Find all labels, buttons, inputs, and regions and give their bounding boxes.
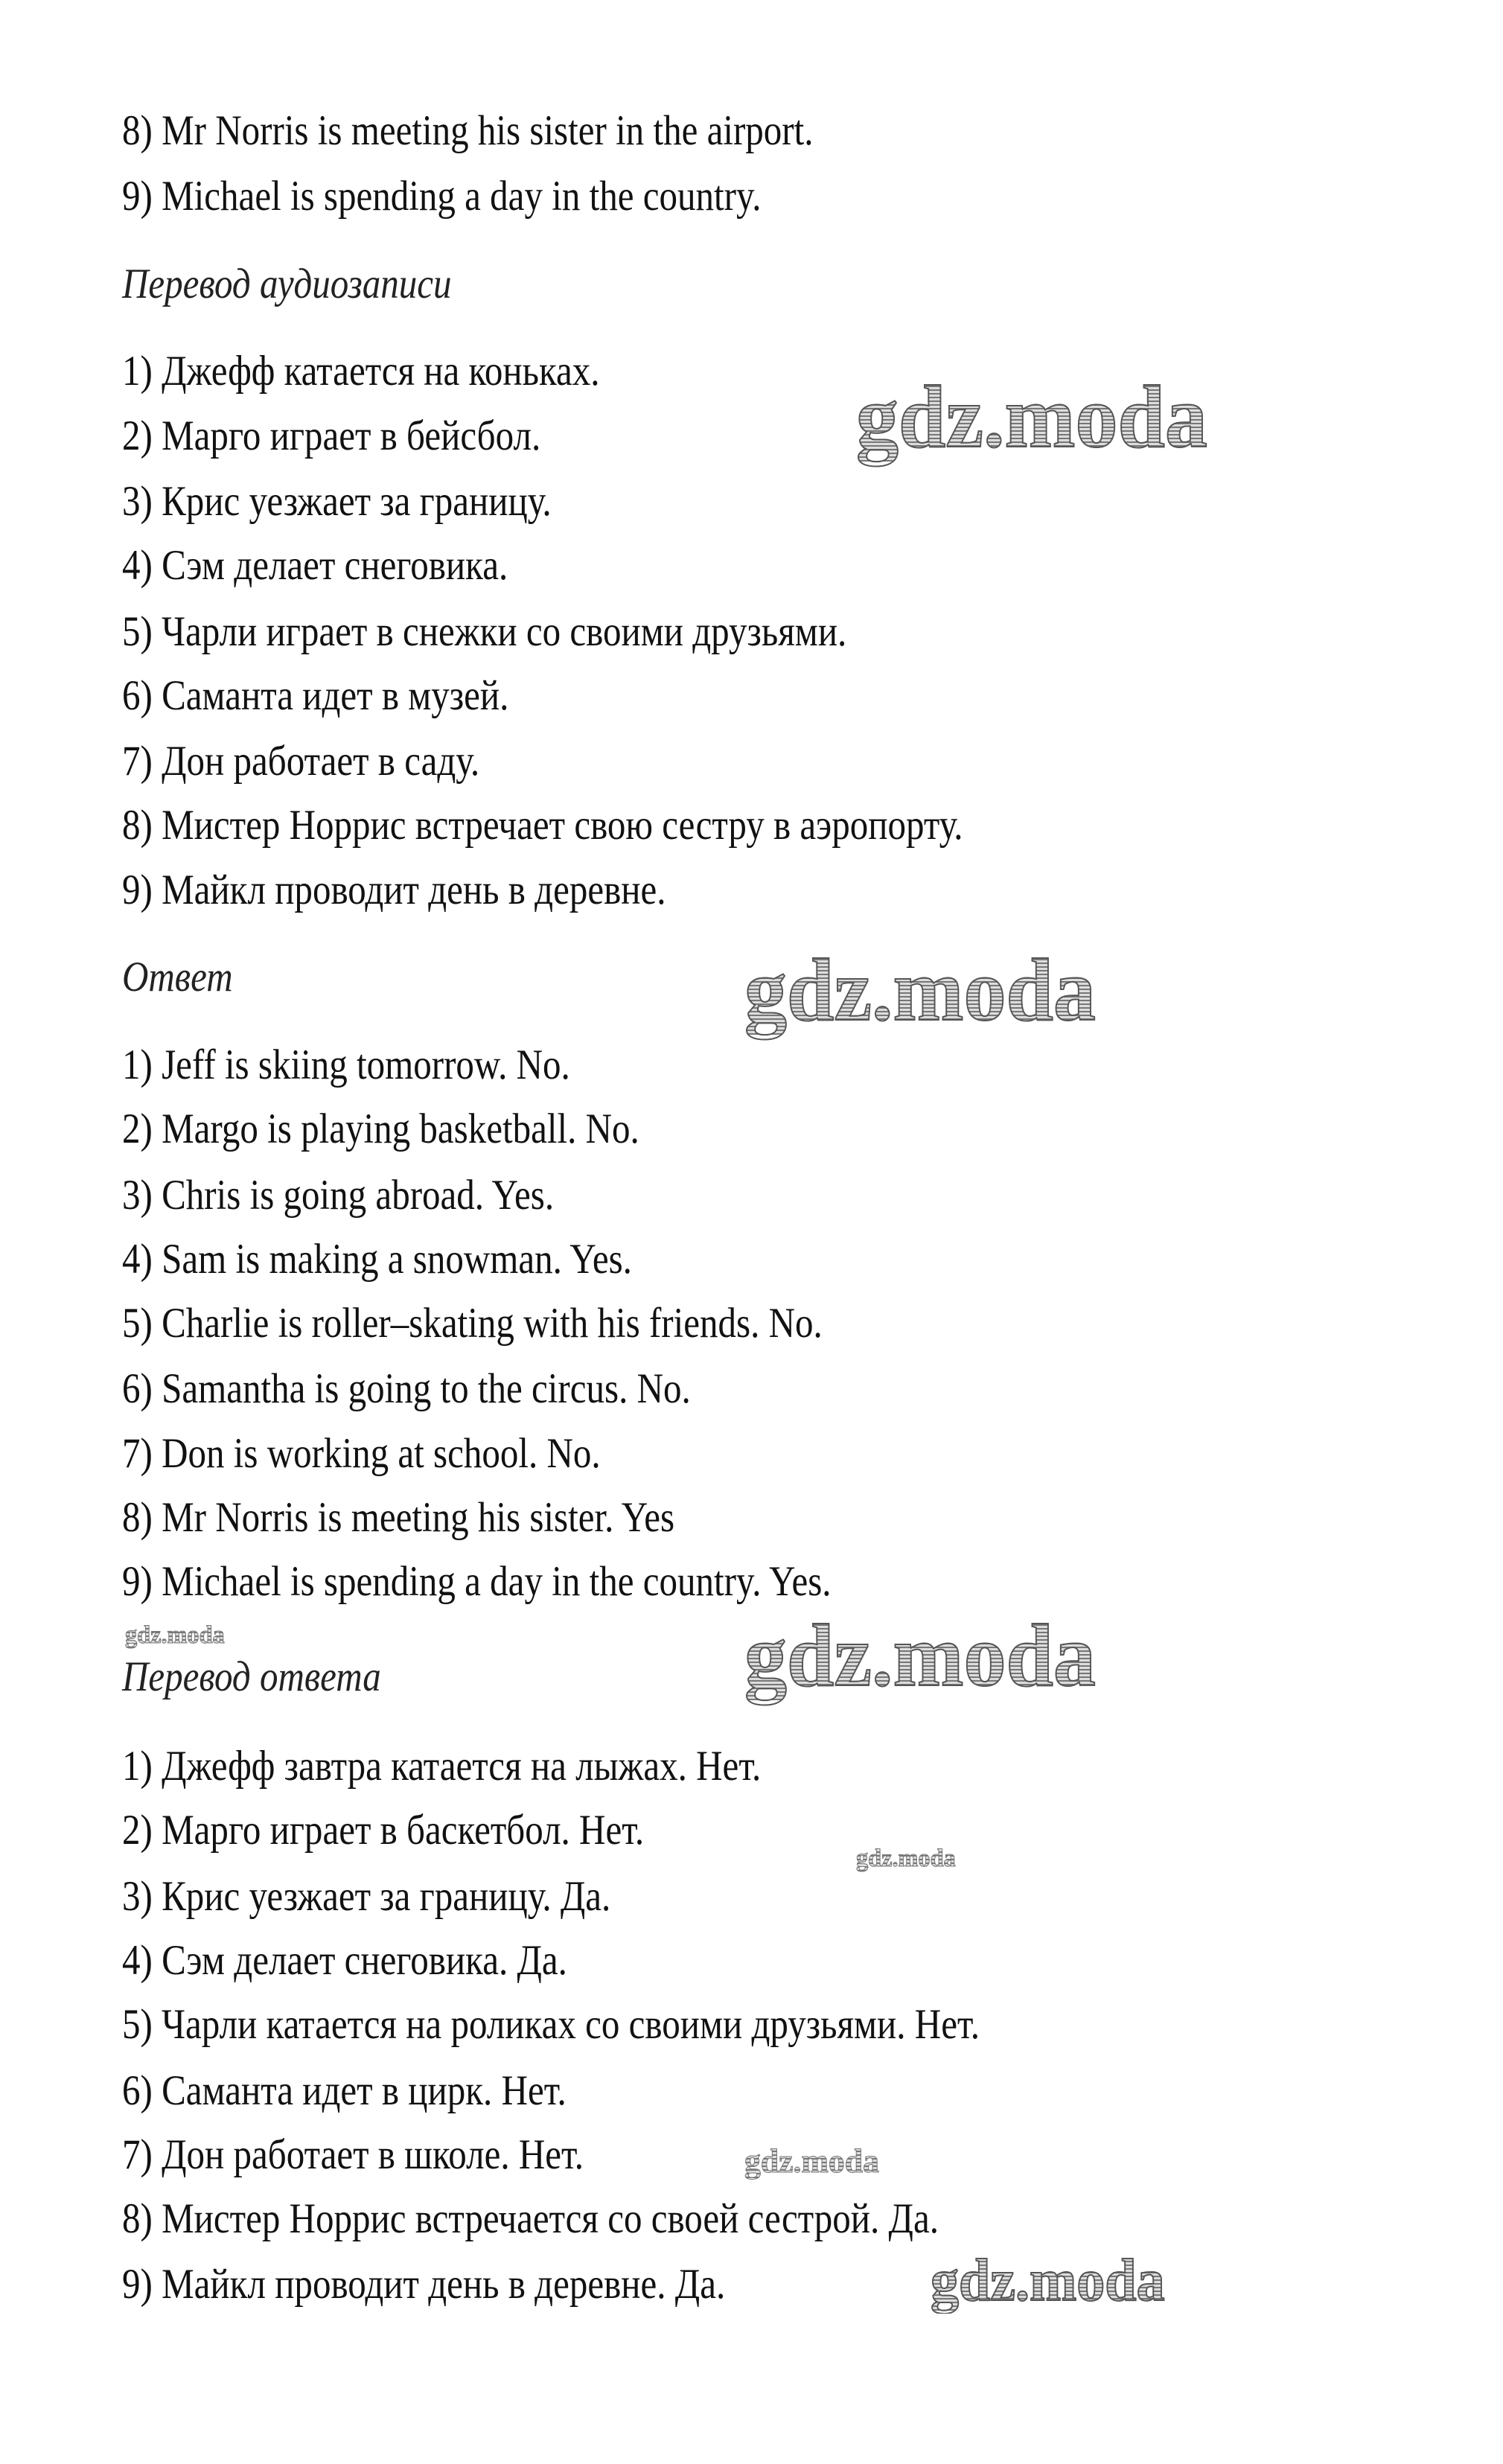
text-line: 8) Мистер Норрис встречает свою сестру в аэропорту. xyxy=(122,802,963,849)
text-line: 1) Jeff is skiing tomorrow. No. xyxy=(122,1041,570,1088)
text-line: 6) Samantha is going to the circus. No. xyxy=(122,1365,691,1412)
text-line: 4) Сэм делает снеговика. xyxy=(122,542,508,589)
text-line: 2) Марго играет в баскетбол. Нет. xyxy=(122,1807,645,1854)
text-line: 5) Чарли играет в снежки со своими друзьями. xyxy=(122,608,847,655)
text-line: 4) Sam is making a snowman. Yes. xyxy=(122,1236,632,1283)
section-heading: Перевод аудиозаписи xyxy=(122,261,452,307)
text-line: 3) Крис уезжает за границу. xyxy=(122,478,552,525)
text-line: 2) Margo is playing basketball. No. xyxy=(122,1105,639,1152)
section-heading: Перевод ответа xyxy=(122,1653,381,1700)
text-line: 8) Mr Norris is meeting his sister. Yes xyxy=(122,1494,675,1541)
watermark: gdz.moda xyxy=(931,2248,1165,2314)
watermark: gdz.moda xyxy=(744,940,1096,1039)
text-line: 2) Марго играет в бейсбол. xyxy=(122,412,541,459)
text-line: 7) Дон работает в школе. Нет. xyxy=(122,2131,584,2178)
watermark: gdz.moda xyxy=(744,2142,879,2180)
text-line: 6) Саманта идет в музей. xyxy=(122,672,509,719)
text-line: 7) Дон работает в саду. xyxy=(122,738,480,785)
text-line: 4) Сэм делает снеговика. Да. xyxy=(122,1937,567,1984)
text-line: 1) Джефф катается на коньках. xyxy=(122,348,600,395)
text-line: 8) Мистер Норрис встречается со своей сестрой. Да. xyxy=(122,2195,939,2242)
text-line: 9) Michael is spending a day in the country. xyxy=(122,173,762,220)
watermark: gdz.moda xyxy=(125,1621,225,1649)
watermark: gdz.moda xyxy=(856,1845,956,1872)
watermark: gdz.moda xyxy=(744,1606,1096,1705)
text-line: 9) Майкл проводит день в деревне. Да. xyxy=(122,2261,726,2308)
watermark: gdz.moda xyxy=(856,367,1207,466)
text-line: 9) Michael is spending a day in the country. Yes. xyxy=(122,1558,832,1605)
text-line: 3) Крис уезжает за границу. Да. xyxy=(122,1873,611,1920)
text-line: 9) Майкл проводит день в деревне. xyxy=(122,866,666,913)
text-line: 7) Don is working at school. No. xyxy=(122,1430,601,1477)
text-line: 6) Саманта идет в цирк. Нет. xyxy=(122,2067,567,2114)
text-line: 5) Чарли катается на роликах со своими друзьями. Нет. xyxy=(122,2001,980,2048)
text-line: 3) Chris is going abroad. Yes. xyxy=(122,1172,555,1219)
text-line: 8) Mr Norris is meeting his sister in the airport. xyxy=(122,107,814,154)
text-line: 1) Джефф завтра катается на лыжах. Нет. xyxy=(122,1743,762,1790)
text-line: 5) Charlie is roller–skating with his friends. No. xyxy=(122,1300,823,1347)
section-heading: Ответ xyxy=(122,954,233,1000)
